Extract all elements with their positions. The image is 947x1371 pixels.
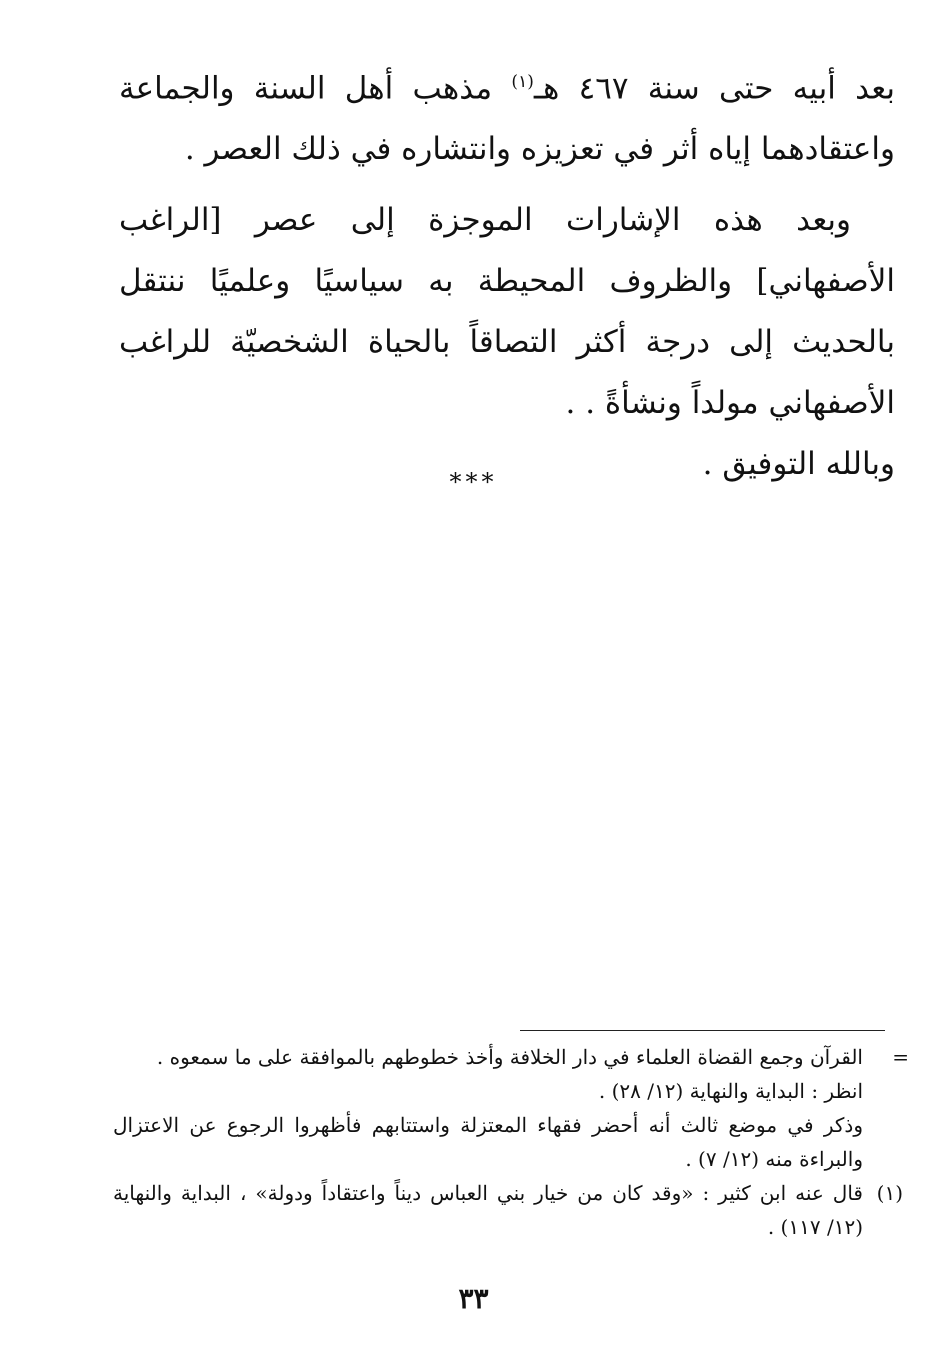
paragraph-1-line-1-rest: مذهب أهل السنة والجماعة واعتقادهما [119, 70, 895, 168]
footnotes [113, 1040, 909, 1244]
footnote-1-mark: (١) [876, 1181, 903, 1205]
footnote-continuation [113, 1040, 909, 1176]
page-number: ٣٣ [458, 1282, 489, 1315]
footnote-divider [520, 1030, 885, 1031]
main-text [119, 52, 895, 495]
paragraph-2: وبعد هذه الإشارات الموجزة إلى عصر [الراغب الأصفهاني] والظروف المحيطة به سياسيًا وعلميًا ننتقل بالحديث إلى درجة أكثر التصاقاً بالحياة الشخصيّة للراغب الأصفهاني مولداً ونشأةً . . [119, 202, 895, 422]
section-separator: *** [449, 468, 498, 496]
footnote-cont-line-1: القرآن وجمع القضاة العلماء في دار الخلافة وأخذ خطوطهم بالموافقة على ما سمعوه . [156, 1045, 863, 1069]
footnote-cont-line-2: انظر : البداية والنهاية (١٢/ ٢٨) . [598, 1079, 863, 1103]
paragraph-1-line-2: إياه أثر في تعزيزه وانتشاره في ذلك العصر . [184, 131, 752, 168]
paragraph-1-line-1: بعد أبيه حتى سنة ٤٦٧ هـ [533, 70, 895, 107]
footnote-reference-1: (١) [511, 72, 534, 92]
footnote-1 [113, 1176, 903, 1244]
continuation-mark: = [892, 1045, 909, 1069]
paragraph-3: وبالله التوفيق . [702, 446, 895, 483]
footnote-cont-line-3: وذكر في موضع ثالث أنه أحضر فقهاء المعتزلة واستتابهم فأظهروا الرجوع عن الاعتزال والبراءة منه (١٢/ ٧) . [113, 1113, 863, 1171]
paragraph-1 [119, 52, 895, 180]
footnote-1-text: قال عنه ابن كثير : «وقد كان من خيار بني العباس ديناً واعتقاداً ودولة» ، البداية والنهاية (١٢/ ١١٧) . [113, 1181, 863, 1239]
